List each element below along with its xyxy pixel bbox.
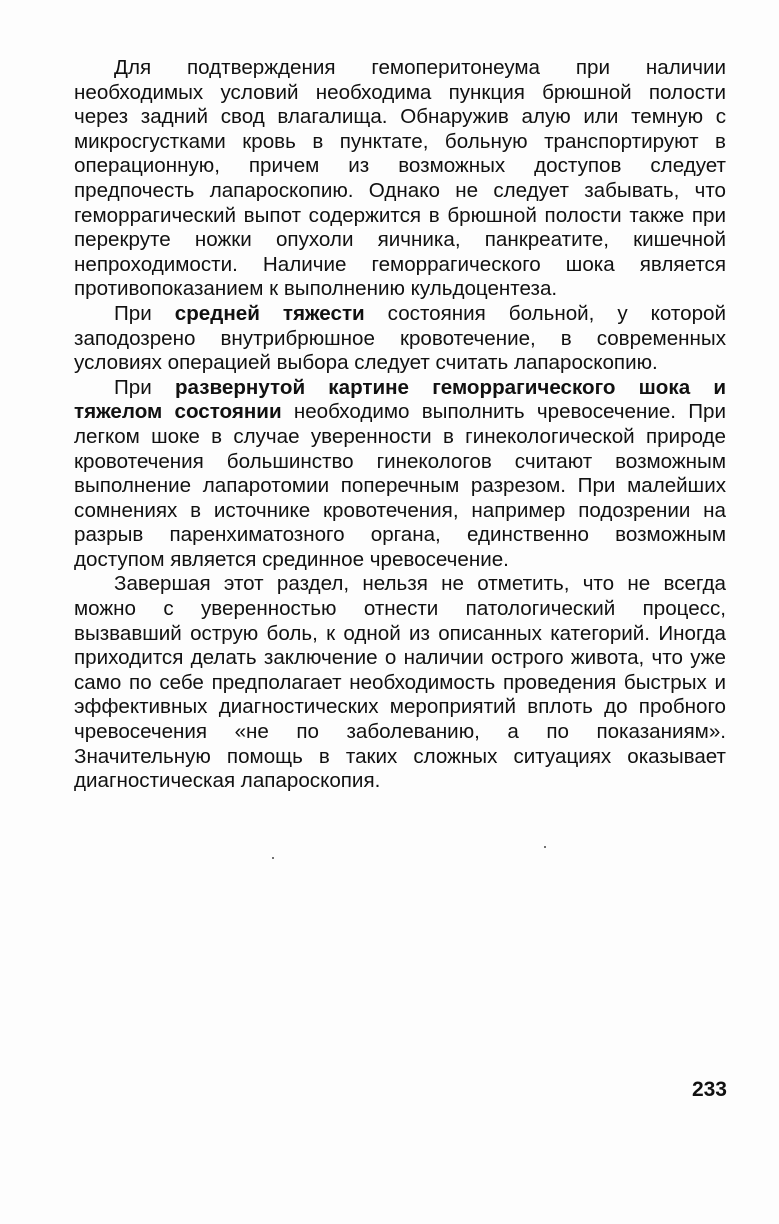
paragraph-4 xyxy=(74,572,726,793)
scan-speck xyxy=(272,857,274,859)
paragraph-4-text: Завершая этот раздел, нельзя не отметить, что не всегда можно с уверенностью отнести патологический процесс, вызвавший острую боль, к одной из описанных категорий. Иногда приходится делать заключение о наличии острого живота, что уже само по себе предполагает необходимость проведения быстрых и эффективных диагностических мероприятий вплоть до пробного чревосечения «не по заболеванию, а по показаниям». Значительную помощь в таких сложных ситуациях оказывает диагностическая лапароскопия. xyxy=(74,572,726,793)
paragraph-2 xyxy=(74,302,726,376)
paragraph-2-lead: При xyxy=(114,301,175,325)
page-number: 233 xyxy=(691,1078,727,1101)
scan-speck xyxy=(544,846,546,848)
paragraph-2-emphasis: средней тяжести xyxy=(174,301,365,325)
body-text xyxy=(74,56,726,794)
paragraph-3 xyxy=(74,376,726,573)
paragraph-3-lead: При xyxy=(114,375,175,399)
paragraph-3-rest: необходимо выполнить чревосечение. При легком шоке в случае уверенности в гинекологической природе кровотечения большинство гинекологов считают возможным выполнение лапаротомии поперечным разрезом. При малейших сомнениях в источнике кровотечения, например подозрении на разрыв паренхиматозного органа, единственно возможным доступом является срединное чревосечение. xyxy=(74,400,727,571)
paragraph-1-text: Для подтверждения гемоперитонеума при наличии необходимых условий необходима пункция брюшной полости через задний свод влагалища. Обнаружив алую или темную с микросгустками кровь в пунктате, больную транспортируют в операционную, причем из возможных доступов следует предпочесть лапароскопию. Однако не следует забывать, что геморрагический выпот содержится в брюшной полости также при перекруте ножки опухоли яичника, панкреатите, кишечной непроходимости. Наличие геморрагического шока является противопоказанием к выполнению кульдоцентеза. xyxy=(74,56,726,301)
paragraph-3-emphasis: развернутой картине геморрагического шока и тяжелом состоянии xyxy=(74,375,727,424)
paragraph-2-rest: состояния больной, у которой заподозрено внутрибрюшное кровотечение, в современных условиях операцией выбора следует считать лапароскопию. xyxy=(74,301,726,375)
paragraph-1 xyxy=(74,56,726,302)
